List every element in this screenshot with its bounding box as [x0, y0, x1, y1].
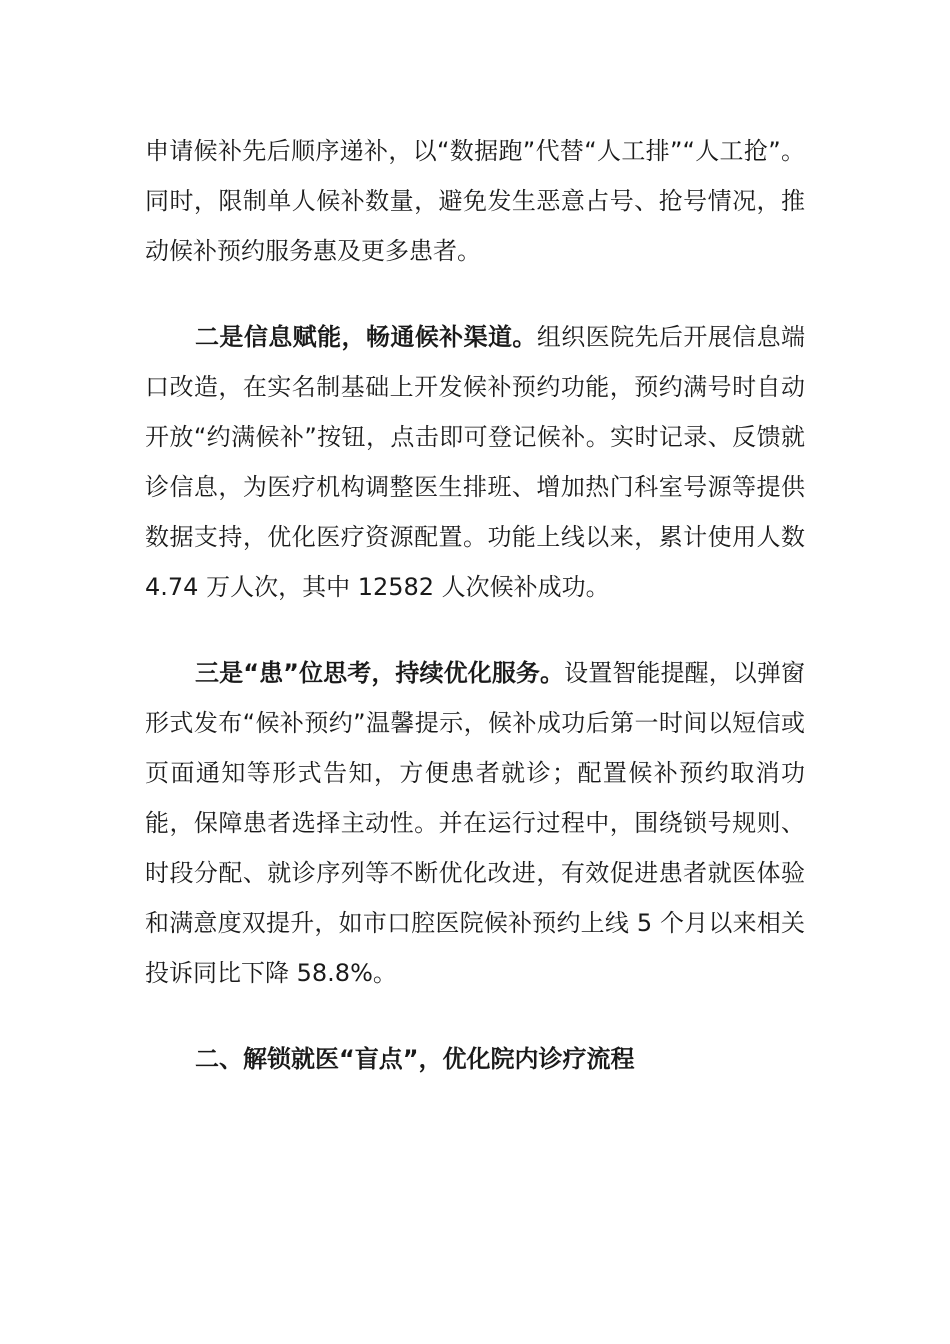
paragraph-continuation	[145, 126, 805, 276]
paragraph-text: 设置智能提醒，以弹窗形式发布“候补预约”温馨提示，候补成功后第一时间以短信或页面通知等形式告知，方便患者就诊；配置候补预约取消功能，保障患者选择主动性。并在运行过程中，围绕锁号规则、时段分配、就诊序列等不断优化改进，有效促进患者就医体验和满意度双提升，如市口腔医院候补预约上线 5 个月以来相关投诉同比下降 58.8%。	[145, 659, 806, 987]
paragraph-patient-perspective	[145, 648, 805, 998]
paragraph-lead: 二是信息赋能，畅通候补渠道。	[195, 323, 537, 351]
paragraph-information-empowerment	[145, 312, 805, 612]
paragraph-text: 申请候补先后顺序递补，以“数据跑”代替“人工排”“人工抢”。同时，限制单人候补数量，避免发生恶意占号、抢号情况，推动候补预约服务惠及更多患者。	[145, 137, 805, 265]
document-body	[145, 126, 805, 1084]
paragraph-text: 组织医院先后开展信息端口改造，在实名制基础上开发候补预约功能，预约满号时自动开放“约满候补”按钮，点击即可登记候补。实时记录、反馈就诊信息，为医疗机构调整医生排班、增加热门科室号源等提供数据支持，优化医疗资源配置。功能上线以来，累计使用人数 4.74 万人次，其中 12582 人次候补成功。	[145, 323, 806, 601]
section-heading: 二、解锁就医“盲点”，优化院内诊疗流程	[195, 1045, 635, 1073]
paragraph-lead: 三是“患”位思考，持续优化服务。	[195, 659, 565, 687]
